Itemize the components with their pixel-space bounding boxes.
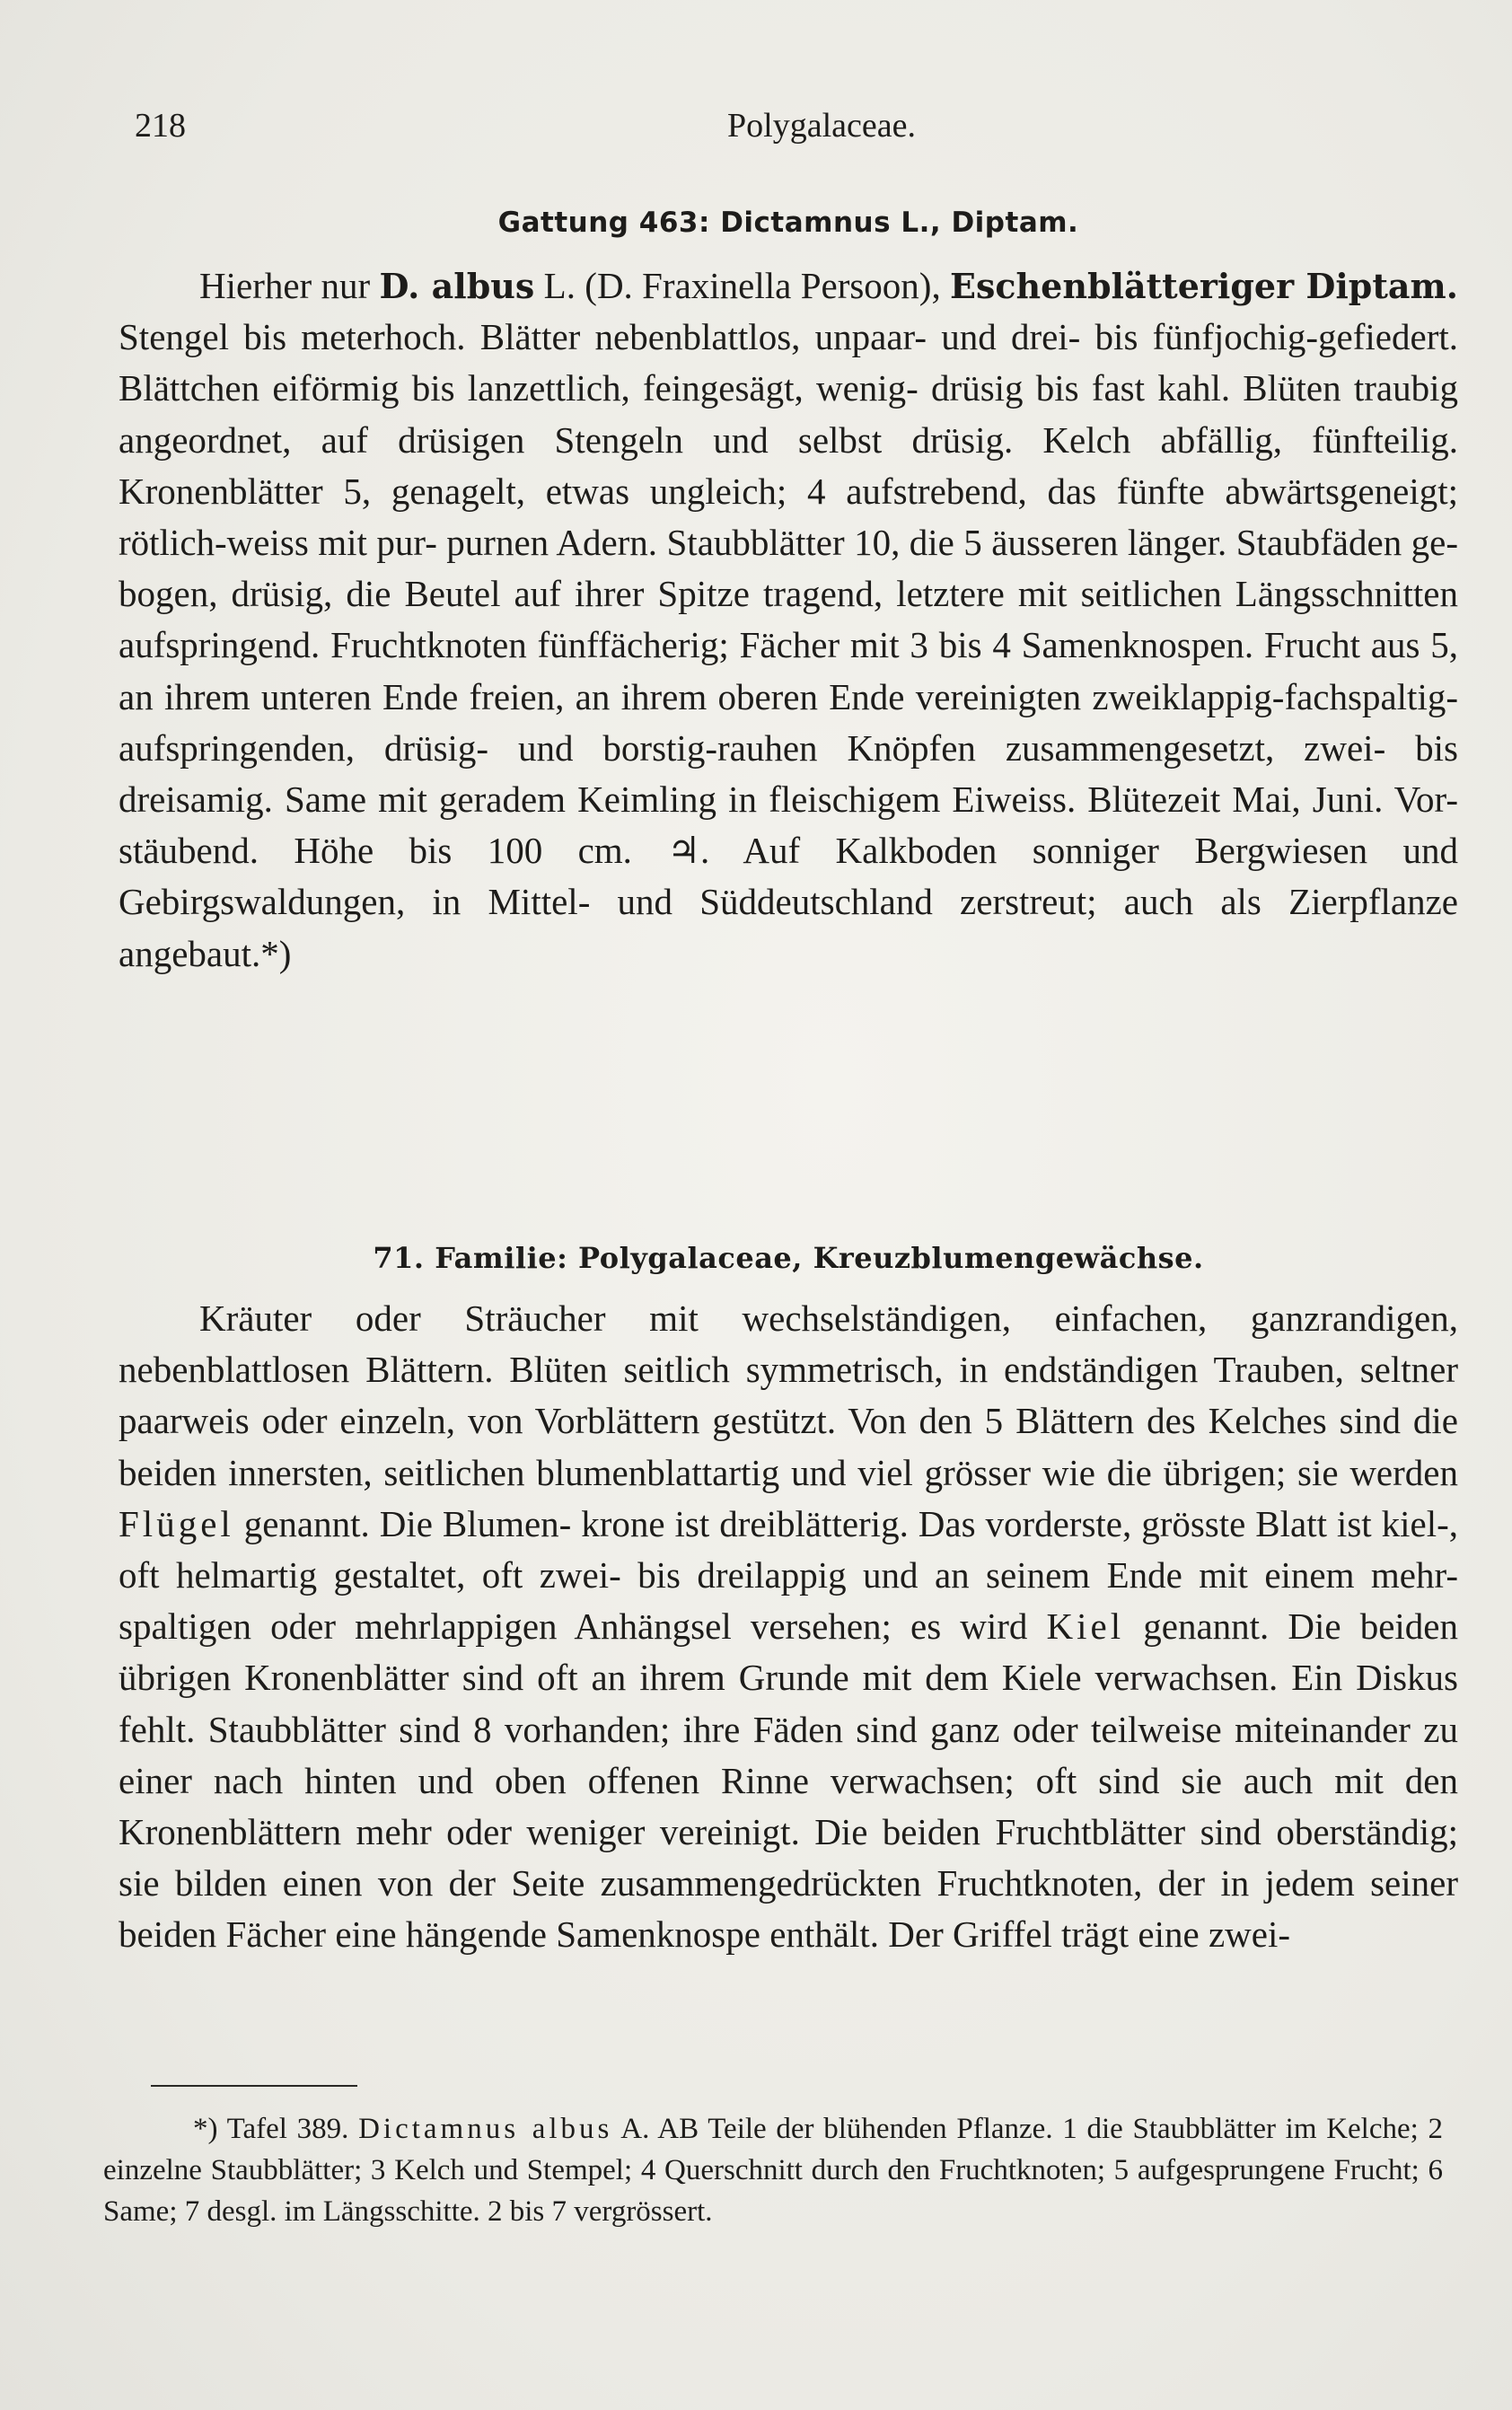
term-kiel: Kiel	[1046, 1605, 1125, 1648]
term-fluegel: Flügel	[119, 1502, 234, 1544]
genus-synonym-text: L. (D. Fraxinella Persoon),	[534, 265, 951, 306]
genus-body-text: Stengel bis meterhoch. Blätter nebenblattlos, unpaar- und drei- bis fünfjochig-gefiedert. Blättchen eiförmig bis lanzettlich, feingesägt, wenig- drüsig bis fast kahl. Blüten traubig angeordnet, auf drüsigen Stengeln und selbst drüsig. Kelch abfällig, fünfteilig. Kronenblätter 5, genagelt, etwas ungleich; 4 aufstrebend, das fünfte abwärtsgeneigt; rötlich-weiss mit pur- purnen Adern. Staubblätter 10, die 5 äusseren länger. Staubfäden ge- bogen, drüsig, die Beutel auf ihrer Spitze tragend, letztere mit seitlichen Längsschnitten aufspringend. Fruchtknoten fünffächerig; Fächer mit 3 bis 4 Samenknospen. Frucht aus 5, an ihrem unteren Ende freien, an ihrem oberen Ende vereinigten zweiklappig-fachspaltig-aufspringenden, drüsig- und borstig-rauhen Knöpfen zusammengesetzt, zwei- bis dreisamig. Same mit geradem Keimling in fleischigem Eiweiss. Blütezeit Mai, Juni. Vor- stäubend. Höhe bis 100 cm. ♃. Auf Kalkboden sonniger Bergwiesen und Gebirgswaldungen, in Mittel- und Süddeutschland zerstreut; auch als Zierpflanze angebaut.*)	[119, 316, 1458, 974]
footnote-legend: A. AB Teile der blühenden Pflanze. 1 die Staubblätter im Kelche; 2 einzelne Staubblätter; 3 Kelch und Stempel; 4 Querschnitt durch den Fruchtknoten; 5 aufgesprungene Frucht; 6 Same; 7 desgl. im Längsschitte. 2 bis 7 vergrössert.	[103, 2113, 1443, 2228]
page-number: 218	[135, 107, 186, 145]
footnote-divider	[151, 2085, 357, 2087]
family-description	[119, 1293, 1458, 1961]
genus-heading: Gattung 463: Dictamnus L., Diptam.	[497, 207, 1079, 239]
family-text-part-2: genannt. Die Blumen- krone ist dreiblätterig. Das vorderste, grösste Blatt ist kiel-, oft helmartig gestaltet, oft zwei- bis dreilappig und an seinem Ende mit einem mehr- spaltigen oder mehrlappigen Anhängsel versehen; es wird	[119, 1502, 1458, 1648]
footnote-plate-ref: *) Tafel 389.	[193, 2113, 359, 2145]
footnote-species: Dictamnus albus	[358, 2113, 613, 2145]
running-title: Polygalaceae.	[727, 107, 916, 145]
species-name: D. albus	[379, 266, 535, 306]
genus-description	[119, 260, 1458, 980]
common-name: Eschenblätteriger Diptam.	[950, 266, 1458, 306]
family-text-part-3: genannt. Die beiden übrigen Kronenblätter sind oft an ihrem Grunde mit dem Kiele verwachsen. Ein Diskus fehlt. Staubblätter sind 8 vorhanden; ihre Fäden sind ganz oder teilweise miteinander zu einer nach hinten und oben offenen Rinne verwachsen; oft sind sie auch mit den Kronenblättern mehr oder weniger vereinigt. Die beiden Fruchtblätter sind oberständig; sie bilden einen von der Seite zusammengedrückten Fruchtknoten, der in jedem seiner beiden Fächer eine hängende Samenknospe enthält. Der Griffel trägt eine zwei-	[119, 1605, 1458, 1956]
family-heading: 71. Familie: Polygalaceae, Kreuzblumengewächse.	[373, 1241, 1204, 1275]
footnote	[103, 2108, 1443, 2232]
family-text-part-1: Kräuter oder Sträucher mit wechselständigen, einfachen, ganzrandigen, nebenblattlosen Blättern. Blüten seitlich symmetrisch, in endständigen Trauben, seltner paarweis oder einzeln, von Vorblättern gestützt. Von den 5 Blättern des Kelches sind die beiden innersten, seitlichen blumenblattartig und viel grösser wie die übrigen; sie werden	[119, 1297, 1458, 1493]
genus-intro-text: Hierher nur	[199, 265, 380, 306]
running-header	[135, 106, 1455, 151]
